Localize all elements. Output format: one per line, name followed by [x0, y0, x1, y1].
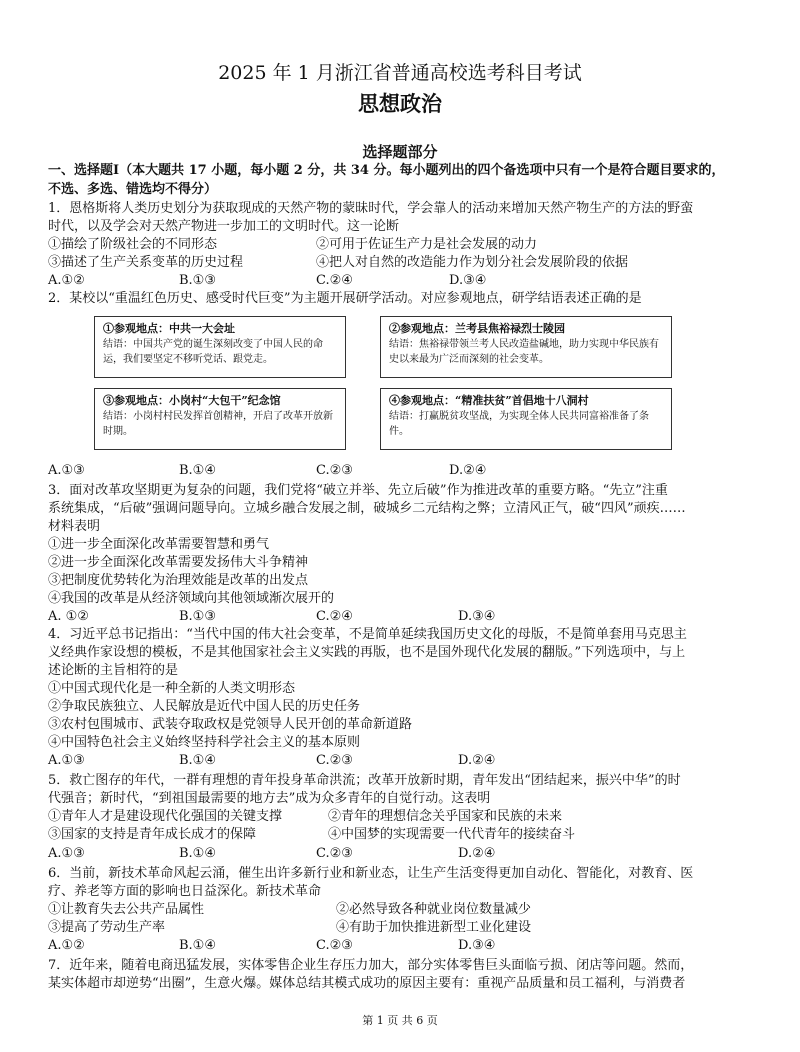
q2-box-4-body: 结语：打赢脱贫攻坚战，为实现全体人民共同富裕准备了条件。: [389, 411, 649, 437]
q1-item-3: ③描述了生产关系变革的历史过程: [48, 255, 244, 270]
subject-title: 思想政治: [358, 91, 442, 116]
q2-box-3-title: ③参观地点：小岗村“大包干”纪念馆: [103, 394, 281, 407]
q2-box-2: [380, 316, 672, 378]
q6-choice-d[interactable]: D.③④: [458, 938, 496, 953]
q6-item-3: ③提高了劳动生产率: [48, 920, 166, 935]
q5-choice-b[interactable]: B.①④: [179, 846, 216, 861]
q4-item-1: ①中国式现代化是一种全新的人类文明形态: [48, 681, 296, 696]
q6-choice-a[interactable]: A.①②: [48, 938, 85, 953]
q3-choice-b[interactable]: B.①③: [179, 609, 216, 624]
q4-item-2: ②争取民族独立、人民解放是近代中国人民的历史任务: [48, 699, 361, 714]
q6-item-1: ①让教育失去公共产品属性: [48, 902, 205, 917]
q1-choices: [48, 272, 768, 290]
q5-stem-line-2: 代强音；新时代，“到祖国最需要的地方去”成为众多青年的自觉行动。这表明: [48, 791, 491, 806]
q1-choice-c[interactable]: C.②④: [316, 273, 353, 288]
q1-items-row-2: [48, 254, 768, 272]
q6-choice-b[interactable]: B.①④: [179, 938, 216, 953]
q3-stem-line-2: 系统集成，“后破”强调问题导向。立城乡融合发展之制，破城乡二元结构之弊；立清风正气，破“四风”顽疾……: [48, 501, 686, 516]
q1-item-4: ④把人对自然的改造能力作为划分社会发展阶段的依据: [316, 255, 629, 270]
q4-choice-a[interactable]: A.①③: [48, 753, 85, 768]
q7-stem-line-1: 7．近年来，随着电商迅猛发展，实体零售企业生存压力加大，部分实体零售巨头面临亏损、闭店等问题。然而，: [48, 958, 694, 973]
q5-item-4: ④中国梦的实现需要一代代青年的接续奋斗: [328, 827, 576, 842]
section-title: 选择题部分: [362, 143, 438, 161]
q2-box-1: [94, 316, 346, 378]
q5-choice-c[interactable]: C.②③: [316, 846, 353, 861]
q6-choices: [48, 937, 768, 955]
q2-choice-c[interactable]: C.②③: [316, 463, 353, 478]
q6-stem-line-1: 6．当前，新技术革命风起云涌，催生出许多新行业和新业态，让生产生活变得更加自动化、智能化，对教育、医: [48, 866, 694, 881]
q3-item-2: ②进一步全面深化改革需要发扬伟大斗争精神: [48, 555, 309, 570]
q1-items-row-1: [48, 236, 768, 254]
q2-stem: 2．某校以“重温红色历史、感受时代巨变”为主题开展研学活动。对应参观地点，研学结语表述正确的是: [48, 291, 642, 306]
q1-choice-d[interactable]: D.③④: [449, 273, 487, 288]
q4-stem-line-2: 义经典作家设想的模板，不是其他国家社会主义实践的再版，也不是国外现代化发展的翻版。”下列选项中，与上: [48, 645, 686, 660]
instructions-line-1: 一、选择题Ⅰ（本大题共 17 小题，每小题 2 分，共 34 分。每小题列出的四个备选项中只有一个是符合题目要求的，: [48, 163, 725, 178]
q3-choice-a[interactable]: A. ①②: [48, 609, 89, 624]
page-footer: 第 1 页 共 6 页: [362, 1014, 438, 1027]
q1-choice-a[interactable]: A.①②: [48, 273, 85, 288]
q2-choice-d[interactable]: D.②④: [449, 463, 487, 478]
q2-choice-a[interactable]: A.①③: [48, 463, 85, 478]
q2-choice-b[interactable]: B.①④: [179, 463, 216, 478]
q6-items-row-1: [48, 901, 768, 919]
q3-item-4: ④我国的改革是从经济领域向其他领域渐次展开的: [48, 591, 335, 606]
q2-box-4: [380, 388, 672, 450]
q6-item-4: ④有助于加快推进新型工业化建设: [336, 920, 532, 935]
q4-choice-c[interactable]: C.②③: [316, 753, 353, 768]
q2-box-2-body: 结语：焦裕禄带领兰考人民改造盐碱地，助力实现中华民族有史以来最为广泛而深刻的社会变革。: [389, 339, 659, 365]
q3-choices: [48, 608, 768, 626]
q6-items-row-2: [48, 919, 768, 937]
q3-item-3: ③把制度优势转化为治理效能是改革的出发点: [48, 573, 309, 588]
q4-choice-b[interactable]: B.①④: [179, 753, 216, 768]
q6-item-2: ②必然导致各种就业岗位数量减少: [336, 902, 532, 917]
q1-item-2: ②可用于佐证生产力是社会发展的动力: [316, 237, 538, 252]
q5-items-row-1: [48, 808, 768, 826]
q2-box-1-body: 结语：中国共产党的诞生深刻改变了中国人民的命运，我们要坚定不移听党话、跟党走。: [103, 339, 323, 365]
q2-box-4-title: ④参观地点：“精准扶贫”首倡地十八洞村: [389, 394, 589, 407]
q7-stem-line-2: 某实体超市却逆势“出圈”，生意火爆。媒体总结其模式成功的原因主要有：重视产品质量和员工福利，与消费者: [48, 976, 686, 991]
q2-choices: [48, 462, 768, 480]
q4-choices: [48, 752, 768, 770]
q4-item-4: ④中国特色社会主义始终坚持科学社会主义的基本原则: [48, 735, 361, 750]
q4-item-3: ③农村包围城市、武装夺取政权是党领导人民开创的革命新道路: [48, 717, 413, 732]
q4-choice-d[interactable]: D.②④: [458, 753, 496, 768]
q4-stem-line-3: 述论断的主旨相符的是: [48, 663, 179, 678]
q6-stem-line-2: 疗、养老等方面的影响也日益深化。新技术革命: [48, 884, 322, 899]
q3-item-1: ①进一步全面深化改革需要智慧和勇气: [48, 537, 270, 552]
q2-box-1-title: ①参观地点：中共一大会址: [103, 322, 235, 335]
q3-choice-d[interactable]: D.③④: [458, 609, 496, 624]
q5-item-1: ①青年人才是建设现代化强国的关键支撑: [48, 809, 283, 824]
q5-stem-line-1: 5．救亡图存的年代，一群有理想的青年投身革命洪流；改革开放新时期，青年发出“团结起来，振兴中华”的时: [48, 773, 681, 788]
q3-stem-line-1: 3．面对改革攻坚期更为复杂的问题，我们党将“破立并举、先立后破”作为推进改革的重要方略。“先立”注重: [48, 483, 668, 498]
q5-choice-a[interactable]: A.①③: [48, 846, 85, 861]
q3-stem-line-3: 材料表明: [48, 519, 101, 534]
q3-choice-c[interactable]: C.②④: [316, 609, 353, 624]
q1-item-1: ①描绘了阶级社会的不同形态: [48, 237, 218, 252]
q5-item-3: ③国家的支持是青年成长成才的保障: [48, 827, 257, 842]
instructions-line-2: 不选、多选、错选均不得分）: [48, 182, 218, 197]
q2-box-3-body: 结语：小岗村村民发挥首创精神，开启了改革开放新时期。: [103, 411, 333, 437]
q6-choice-c[interactable]: C.②③: [316, 938, 353, 953]
q2-box-2-title: ②参观地点：兰考县焦裕禄烈士陵园: [389, 322, 565, 335]
q5-choices: [48, 845, 768, 863]
q5-choice-d[interactable]: D.②④: [458, 846, 496, 861]
q2-box-3: [94, 388, 346, 450]
q1-stem-line-1: 1．恩格斯将人类历史划分为获取现成的天然产物的蒙昧时代，学会靠人的活动来增加天然产物生产的方法的野蛮: [48, 201, 694, 216]
q5-items-row-2: [48, 826, 768, 844]
exam-title: 2025 年 1 月浙江省普通高校选考科目考试: [218, 62, 582, 84]
q5-item-2: ②青年的理想信念关乎国家和民族的未来: [328, 809, 563, 824]
q4-stem-line-1: 4．习近平总书记指出：“当代中国的伟大社会变革，不是简单延续我国历史文化的母版，不是简单套用马克思主: [48, 627, 687, 642]
q1-stem-line-2: 时代，以及学会对天然产物进一步加工的文明时代。这一论断: [48, 219, 400, 234]
q1-choice-b[interactable]: B.①③: [179, 273, 216, 288]
